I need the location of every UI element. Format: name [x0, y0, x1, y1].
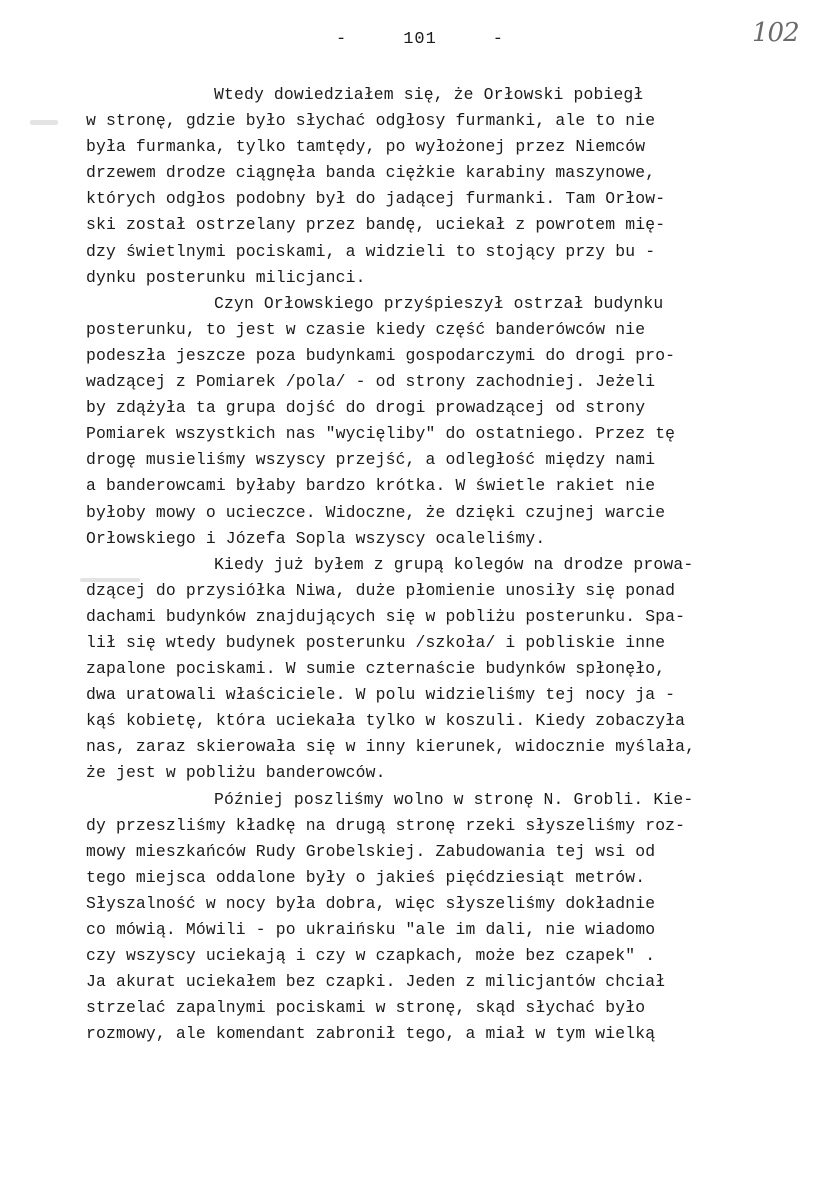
text-line: których odgłos podobny był do jadącej furmanki. Tam Orłow- — [86, 189, 666, 209]
text-line: dzy świetlnymi pociskami, a widzieli to stojący przy bu - — [86, 241, 656, 261]
text-line: Orłowskiego i Józefa Sopla wszyscy ocaleliśmy. — [86, 528, 546, 548]
text-line: wadzącej z Pomiarek /pola/ - od strony zachodniej. Jeżeli — [86, 372, 656, 392]
text-line: byłoby mowy o ucieczce. Widoczne, że dzięki czujnej warcie — [86, 502, 666, 522]
text-line: Później poszliśmy wolno w stronę N. Grobli. Kie- — [214, 789, 694, 809]
text-line: Kiedy już byłem z grupą kolegów na drodze prowa- — [214, 554, 694, 574]
text-line: Pomiarek wszystkich nas "wycięliby" do ostatniego. Przez tę — [86, 424, 676, 444]
text-line: posterunku, to jest w czasie kiedy część banderówców nie — [86, 319, 646, 339]
text-line: strzelać zapalnymi pociskami w stronę, skąd słychać było — [86, 998, 646, 1018]
text-line: lił się wtedy budynek posterunku /szkoła/ i pobliskie inne — [86, 632, 666, 652]
text-line: kąś kobietę, która uciekała tylko w koszuli. Kiedy zobaczyła — [86, 711, 686, 731]
text-line: Czyn Orłowskiego przyśpieszył ostrzał budynku — [214, 293, 664, 313]
text-line: dynku posterunku milicjanci. — [86, 267, 366, 287]
text-line: drogę musieliśmy wszyscy przejść, a odległość między nami — [86, 450, 656, 470]
page-number: - 101 - — [335, 30, 505, 49]
text-line: Ja akurat uciekałem bez czapki. Jeden z milicjantów chciał — [86, 972, 666, 992]
text-line: drzewem drodze ciągnęła banda ciężkie karabiny maszynowe, — [86, 163, 656, 183]
handwritten-page-number: 102 — [752, 18, 799, 48]
scan-smudge — [30, 120, 58, 125]
text-line: dy przeszliśmy kładkę na drugą stronę rzeki słyszeliśmy roz- — [86, 815, 686, 835]
text-line: tego miejsca oddalone były o jakieś pięćdziesiąt metrów. — [86, 867, 646, 887]
text-line: mowy mieszkańców Rudy Grobelskiej. Zabudowania tej wsi od — [86, 841, 656, 861]
text-line: zapalone pociskami. W sumie czternaście budynków spłonęło, — [86, 659, 666, 679]
text-line: była furmanka, tylko tamtędy, po wyłożonej przez Niemców — [86, 137, 646, 157]
text-line: a banderowcami byłaby bardzo krótka. W świetle rakiet nie — [86, 476, 656, 496]
typewritten-text — [86, 82, 746, 1047]
text-line: czy wszyscy uciekają i czy w czapkach, może bez czapek" . — [86, 946, 656, 966]
text-line: Słyszalność w nocy była dobra, więc słyszeliśmy dokładnie — [86, 893, 656, 913]
text-line: że jest w pobliżu banderowców. — [86, 763, 386, 783]
text-line: rozmowy, ale komendant zabronił tego, a miał w tym wielką — [86, 1024, 656, 1044]
text-line: by zdążyła ta grupa dojść do drogi prowadzącej od strony — [86, 398, 646, 418]
text-line: dachami budynków znajdujących się w pobliżu posterunku. Spa- — [86, 606, 686, 626]
text-line: podeszła jeszcze poza budynkami gospodarczymi do drogi pro- — [86, 345, 676, 365]
text-line: co mówią. Mówili - po ukraińsku "ale im dali, nie wiadomo — [86, 920, 656, 939]
text-line: nas, zaraz skierowała się w inny kierunek, widocznie myślała, — [86, 737, 696, 757]
text-line: w stronę, gdzie było słychać odgłosy furmanki, ale to nie — [86, 111, 656, 131]
text-line: dzącej do przysiółka Niwa, duże płomienie unosiły się ponad — [86, 580, 676, 600]
text-line: ski został ostrzelany przez bandę, uciekał z powrotem mię- — [86, 215, 666, 235]
text-line: Wtedy dowiedziałem się, że Orłowski pobiegł — [214, 85, 644, 104]
text-line: dwa uratowali właściciele. W polu widzieliśmy tej nocy ja - — [86, 685, 676, 705]
